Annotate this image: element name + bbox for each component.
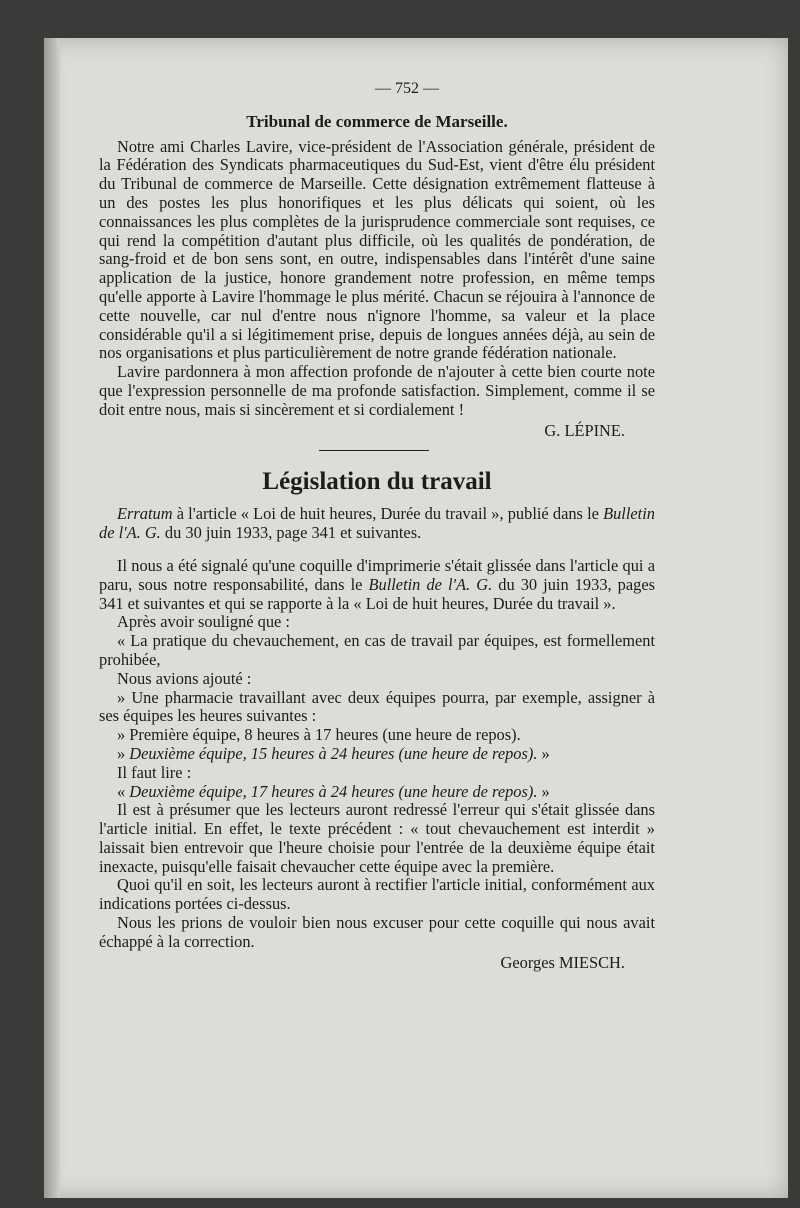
erratum-paragraph: [99, 505, 655, 543]
quote-line: [99, 783, 655, 802]
bulletin-ref: Bulletin de l'A. G.: [368, 574, 493, 594]
erratum-text-2: du 30 juin 1933, page 341 et suivantes.: [160, 523, 422, 543]
section-title-legislation: Législation du travail: [262, 468, 492, 496]
paragraph: Nous les prions de vouloir bien nous excuser pour cette coquille qui nous avait échappé à la correction.: [99, 913, 655, 951]
divider: [319, 450, 429, 451]
quote-line: » Une pharmacie travaillant avec deux équipes pourra, par exemple, assigner à ses équipes les heures suivantes :: [99, 687, 655, 726]
paragraph: Lavire pardonnera à mon affection profonde de n'ajouter à cette bien courte note que l'expression personnelle de ma profonde satisfaction. Simplement, comme il se doit entre nous, mais si sincèrement et si cordialement !: [99, 362, 655, 419]
paragraph: Quoi qu'il en soit, les lecteurs auront à rectifier l'article initial, conformément aux indications portées ci-dessus.: [99, 875, 655, 914]
paragraph: Après avoir souligné que :: [117, 612, 290, 632]
signature-lepine: G. LÉPINE.: [544, 420, 625, 440]
paragraph-text: du 30 juin 1933, pages 341 et suivantes et qui se rapporte à la « Loi de huit heures, Durée du travail ».: [99, 574, 656, 613]
quote-line: [99, 745, 655, 764]
erratum-text: à l'article « Loi de huit heures, Durée du travail », publié dans le: [172, 504, 604, 524]
page-number: — 752 —: [375, 80, 439, 97]
section-title-tribunal: Tribunal de commerce de Marseille.: [246, 111, 508, 131]
signature-miesch: Georges MIESCH.: [500, 952, 625, 972]
binding-edge: [44, 38, 60, 1198]
paragraph: Notre ami Charles Lavire, vice-président de l'Association générale, président de la Fédération des Syndicats pharmaceutiques du Sud-Est, vient d'être élu président du Tribunal de commerce de Marseille. Cette désignation extrêmement flatteuse à un des postes les plus honorifiques et les plus délicats qui soient, où les connaissances les plus complètes de la jurisprudence commerciale sont requises, ce qui rend la compétition d'autant plus difficile, où les qualités de pondération, de sang-froid et de bon sens sont, en outre, indispensables dans l'intérêt d'une saine application de la justice, honore grandement notre profession, en même temps qu'elle apporte à Lavire l'hommage le plus mérité. Chacun se réjouira à l'annonce de cette nouvelle, car nul d'entre nous n'ignore l'homme, sa valeur et la place considérable qu'il a si légitimement prise, depuis de longues années déjà, au sein de nos organisations et plus particulièrement de notre grande fédération nationale.: [99, 136, 655, 363]
quote-mark: »: [537, 743, 550, 763]
paragraph: Nous avions ajouté :: [117, 668, 252, 688]
erratum-bulletin: Bulletin de l'A. G.: [99, 504, 655, 543]
quote-line: « La pratique du chevauchement, en cas de travail par équipes, est formellement prohibée,: [99, 631, 655, 669]
paragraph-text: Il nous a été signalé qu'une coquille d'imprimerie s'était glissée dans l'article qui a paru, sous notre responsabilité, dans le: [99, 555, 655, 594]
wrong-schedule: Deuxième équipe, 15 heures à 24 heures (une heure de repos).: [129, 743, 538, 763]
paragraph: Il faut lire :: [117, 762, 192, 782]
quote-mark: »: [537, 781, 550, 801]
quote-line: » Première équipe, 8 heures à 17 heures (une heure de repos).: [117, 725, 521, 745]
page-content: [99, 80, 655, 972]
correct-schedule: Deuxième équipe, 17 heures à 24 heures (une heure de repos).: [129, 781, 538, 801]
quote-mark: «: [117, 781, 130, 801]
paragraph: [99, 557, 655, 613]
paragraph: Il est à présumer que les lecteurs auront redressé l'erreur qui s'était glissée dans l'article initial. En effet, le texte précédent : « tout chevauchement est interdit » laissait bien entrevoir que l'heure choisie pour l'entrée de la deuxième équipe était inexacte, puisqu'elle faisait chevaucher cette équipe avec la première.: [99, 800, 655, 876]
erratum-word: Erratum: [117, 504, 173, 524]
quote-mark: »: [117, 743, 130, 763]
